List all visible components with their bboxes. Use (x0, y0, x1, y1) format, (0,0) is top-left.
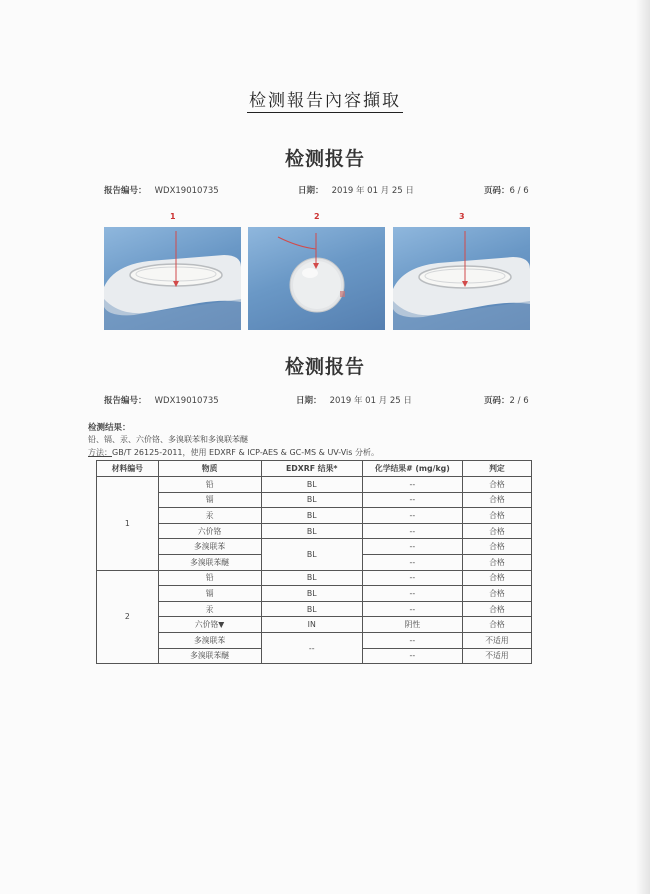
photo-number-3: 3 (459, 212, 465, 221)
report-number-1: 报告编号： WDX19010735 (104, 186, 219, 196)
table-header-row (97, 461, 532, 477)
verdict-cell: 合格 (462, 508, 531, 524)
report-title-2: 检测报告 (284, 356, 365, 378)
substance-cell: 镉 (158, 492, 261, 508)
table-row (97, 601, 532, 617)
report-title-1: 检测报告 (284, 148, 365, 170)
material-number: 1 (97, 477, 159, 571)
edxrf-cell: BL (261, 523, 362, 539)
chem-cell: -- (362, 601, 462, 617)
verdict-cell: 合格 (462, 492, 531, 508)
substance-cell: 镉 (158, 586, 261, 602)
table-row (97, 492, 532, 508)
substance-cell: 六价铬▼ (158, 617, 261, 633)
table-row (97, 617, 532, 633)
verdict-cell: 不适用 (462, 632, 531, 648)
edxrf-cell: -- (261, 632, 362, 663)
substance-cell: 多溴联苯 (158, 539, 261, 555)
material-number: 2 (97, 570, 159, 664)
table-row (97, 477, 532, 493)
results-table (96, 460, 532, 664)
verdict-cell: 合格 (462, 539, 531, 555)
chem-cell: -- (362, 648, 462, 664)
substance-cell: 铅 (158, 570, 261, 586)
table-row (97, 523, 532, 539)
substance-cell: 多溴联苯醚 (158, 648, 261, 664)
chem-cell: 阴性 (362, 617, 462, 633)
edxrf-cell: BL (261, 570, 362, 586)
edxrf-cell: BL (261, 539, 362, 570)
report-page-2: 页码：2 / 6 (484, 396, 529, 406)
header-material-no: 材料编号 (97, 461, 159, 477)
chem-cell: -- (362, 570, 462, 586)
edxrf-cell: IN (261, 617, 362, 633)
verdict-cell: 合格 (462, 617, 531, 633)
table-row (97, 570, 532, 586)
edxrf-cell: BL (261, 508, 362, 524)
chem-cell: -- (362, 508, 462, 524)
header-edxrf: EDXRF 结果* (261, 461, 362, 477)
verdict-cell: 合格 (462, 477, 531, 493)
verdict-cell: 合格 (462, 601, 531, 617)
edxrf-cell: BL (261, 586, 362, 602)
chem-cell: -- (362, 539, 462, 555)
table-row (97, 539, 532, 555)
photo-number-1: 1 (170, 212, 176, 221)
substance-cell: 汞 (158, 601, 261, 617)
edxrf-cell: BL (261, 601, 362, 617)
report-date-1: 日期： 2019 年 01 月 25 日 (298, 186, 414, 196)
photo-number-2: 2 (314, 212, 320, 221)
chem-cell: -- (362, 554, 462, 570)
table-row (97, 508, 532, 524)
chem-cell: -- (362, 632, 462, 648)
chem-cell: -- (362, 586, 462, 602)
report-date-2: 日期： 2019 年 01 月 25 日 (296, 396, 412, 406)
header-chemical: 化学结果# (mg/kg) (362, 461, 462, 477)
verdict-cell: 合格 (462, 586, 531, 602)
substance-cell: 多溴联苯 (158, 632, 261, 648)
chem-cell: -- (362, 477, 462, 493)
verdict-cell: 合格 (462, 570, 531, 586)
sample-photo-1 (104, 227, 241, 330)
edxrf-cell: BL (261, 492, 362, 508)
header-verdict: 判定 (462, 461, 531, 477)
substance-cell: 汞 (158, 508, 261, 524)
results-heading: 检测结果： (88, 423, 131, 433)
chem-cell: -- (362, 492, 462, 508)
report-page-1: 页码：6 / 6 (484, 186, 529, 196)
sample-photo-2 (248, 227, 385, 330)
chem-cell: -- (362, 523, 462, 539)
table-row (97, 632, 532, 648)
report-number-2: 报告编号： WDX19010735 (104, 396, 219, 406)
table-row (97, 586, 532, 602)
substance-cell: 多溴联苯醚 (158, 554, 261, 570)
substance-cell: 铅 (158, 477, 261, 493)
substance-cell: 六价铬 (158, 523, 261, 539)
edxrf-cell: BL (261, 477, 362, 493)
verdict-cell: 不适用 (462, 648, 531, 664)
extract-title: 检测報告內容擷取 (249, 91, 401, 111)
sample-photo-3 (393, 227, 530, 330)
substances-line: 铅、镉、汞、六价铬、多溴联苯和多溴联苯醚 (88, 435, 248, 444)
method-line: 方法：GB/T 26125-2011，使用 EDXRF & ICP-AES & GC-MS & UV-Vis 分析。 (88, 448, 379, 457)
verdict-cell: 合格 (462, 554, 531, 570)
verdict-cell: 合格 (462, 523, 531, 539)
header-substance: 物质 (158, 461, 261, 477)
scan-edge-shadow (636, 0, 650, 894)
